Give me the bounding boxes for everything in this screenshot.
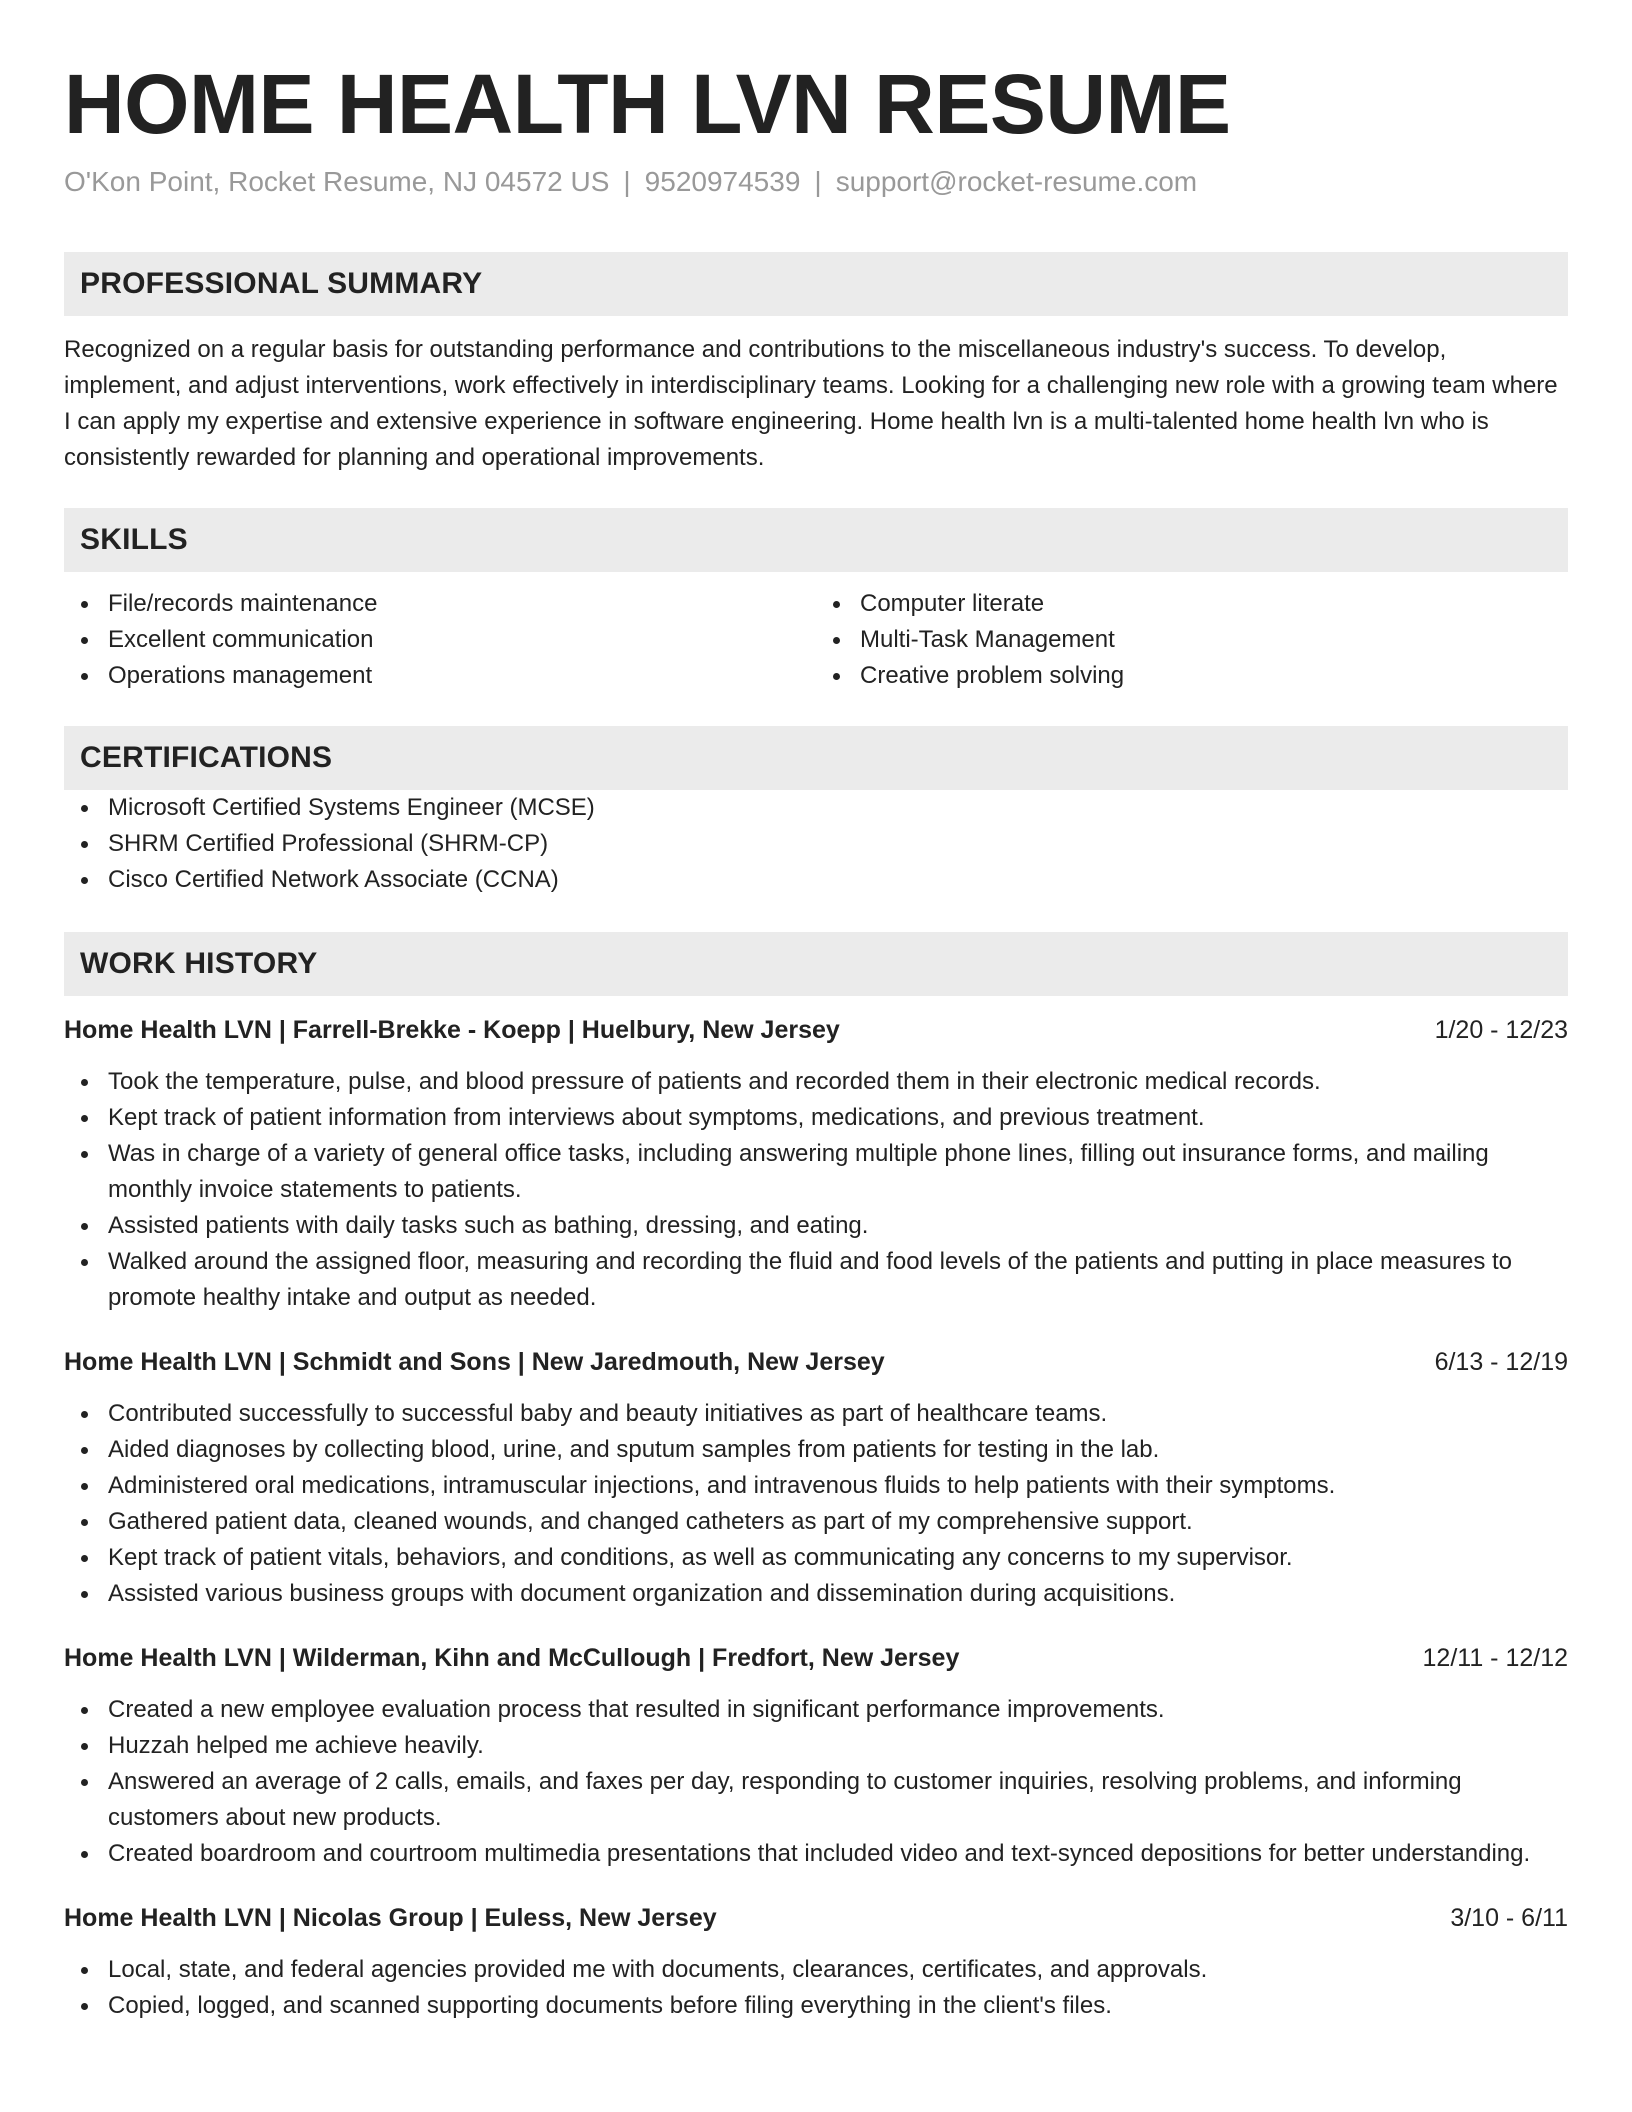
resume-title: HOME HEALTH LVN RESUME bbox=[64, 57, 1231, 151]
section-header-work-history bbox=[64, 932, 1568, 996]
job-header bbox=[64, 1900, 1568, 1936]
job-bullet: Assisted patients with daily tasks such as bathing, dressing, and eating. bbox=[64, 1208, 1568, 1244]
job-header bbox=[64, 1344, 1568, 1380]
section-header-skills bbox=[64, 508, 1568, 572]
job-dates: 3/10 - 6/11 bbox=[1450, 1904, 1568, 1932]
section-header-certifications bbox=[64, 726, 1568, 790]
certifications-list bbox=[64, 790, 1568, 898]
job-dates: 1/20 - 12/23 bbox=[1434, 1016, 1568, 1044]
section-title-skills: SKILLS bbox=[80, 523, 188, 556]
job-bullet: Answered an average of 2 calls, emails, and faxes per day, responding to customer inquiries, resolving problems, and informing customers about new products. bbox=[64, 1764, 1568, 1836]
job-bullets bbox=[64, 1064, 1568, 1316]
job-bullet: Copied, logged, and scanned supporting documents before filing everything in the client's files. bbox=[64, 1988, 1568, 2024]
skill-item: File/records maintenance bbox=[64, 586, 816, 622]
job-title: Home Health LVN | Farrell-Brekke - Koepp | Huelbury, New Jersey bbox=[64, 1016, 840, 1044]
job-dates: 6/13 - 12/19 bbox=[1434, 1348, 1568, 1376]
skill-item: Operations management bbox=[64, 658, 816, 694]
contact-separator: | bbox=[814, 166, 822, 197]
job-bullet: Assisted various business groups with document organization and dissemination during acquisitions. bbox=[64, 1576, 1568, 1612]
skills-grid bbox=[64, 586, 1568, 694]
job-title: Home Health LVN | Schmidt and Sons | New Jaredmouth, New Jersey bbox=[64, 1348, 885, 1376]
job-bullet: Was in charge of a variety of general office tasks, including answering multiple phone lines, filling out insurance forms, and mailing monthly invoice statements to patients. bbox=[64, 1136, 1568, 1208]
skill-item: Creative problem solving bbox=[816, 658, 1568, 694]
contact-email[interactable]: support@rocket-resume.com bbox=[835, 166, 1198, 197]
job-bullets bbox=[64, 1952, 1568, 2024]
contact-phone: 9520974539 bbox=[644, 166, 801, 197]
job-entry bbox=[64, 1012, 1568, 1316]
job-bullets bbox=[64, 1692, 1568, 1872]
job-title: Home Health LVN | Wilderman, Kihn and McCullough | Fredfort, New Jersey bbox=[64, 1644, 960, 1672]
contact-address: O'Kon Point, Rocket Resume, NJ 04572 US bbox=[64, 166, 610, 197]
job-header bbox=[64, 1012, 1568, 1048]
job-entry bbox=[64, 1640, 1568, 1872]
skills-list-right bbox=[816, 586, 1568, 694]
summary-text: Recognized on a regular basis for outstanding performance and contributions to the miscellaneous industry's success. To develop, implement, and adjust interventions, work effectively in interdisciplinary teams. Looking for a challenging new role with a growing team where I can apply my expertise and extensive experience in software engineering. Home health lvn is a multi-talented home health lvn who is consistently rewarded for planning and operational improvements. bbox=[64, 336, 1558, 471]
job-bullet: Kept track of patient vitals, behaviors, and conditions, as well as communicating any concerns to my supervisor. bbox=[64, 1540, 1568, 1576]
job-bullet: Created boardroom and courtroom multimedia presentations that included video and text-synced depositions for better understanding. bbox=[64, 1836, 1568, 1872]
skill-item: Multi-Task Management bbox=[816, 622, 1568, 658]
job-bullet: Walked around the assigned floor, measuring and recording the fluid and food levels of the patients and putting in place measures to promote healthy intake and output as needed. bbox=[64, 1244, 1568, 1316]
section-title-summary: PROFESSIONAL SUMMARY bbox=[80, 267, 483, 300]
job-bullets bbox=[64, 1396, 1568, 1612]
contact-line bbox=[64, 164, 1568, 200]
job-header bbox=[64, 1640, 1568, 1676]
contact-separator: | bbox=[623, 166, 631, 197]
job-bullet: Local, state, and federal agencies provided me with documents, clearances, certificates, and approvals. bbox=[64, 1952, 1568, 1988]
job-bullet: Kept track of patient information from interviews about symptoms, medications, and previous treatment. bbox=[64, 1100, 1568, 1136]
skills-list-left bbox=[64, 586, 816, 694]
section-header-summary bbox=[64, 252, 1568, 316]
job-bullet: Administered oral medications, intramuscular injections, and intravenous fluids to help patients with their symptoms. bbox=[64, 1468, 1568, 1504]
job-bullet: Took the temperature, pulse, and blood pressure of patients and recorded them in their electronic medical records. bbox=[64, 1064, 1568, 1100]
job-bullet: Huzzah helped me achieve heavily. bbox=[64, 1728, 1568, 1764]
job-entry bbox=[64, 1344, 1568, 1612]
job-title: Home Health LVN | Nicolas Group | Euless, New Jersey bbox=[64, 1904, 717, 1932]
job-dates: 12/11 - 12/12 bbox=[1422, 1644, 1568, 1672]
skill-item: Excellent communication bbox=[64, 622, 816, 658]
certification-item: Microsoft Certified Systems Engineer (MCSE) bbox=[64, 790, 1568, 826]
section-title-certifications: CERTIFICATIONS bbox=[80, 741, 333, 774]
job-bullet: Created a new employee evaluation process that resulted in significant performance improvements. bbox=[64, 1692, 1568, 1728]
skills-column-right bbox=[816, 586, 1568, 694]
job-bullet: Contributed successfully to successful baby and beauty initiatives as part of healthcare teams. bbox=[64, 1396, 1568, 1432]
job-bullet: Gathered patient data, cleaned wounds, and changed catheters as part of my comprehensive support. bbox=[64, 1504, 1568, 1540]
certification-item: SHRM Certified Professional (SHRM-CP) bbox=[64, 826, 1568, 862]
job-entry bbox=[64, 1900, 1568, 2024]
skills-column-left bbox=[64, 586, 816, 694]
certification-item: Cisco Certified Network Associate (CCNA) bbox=[64, 862, 1568, 898]
skill-item: Computer literate bbox=[816, 586, 1568, 622]
job-bullet: Aided diagnoses by collecting blood, urine, and sputum samples from patients for testing in the lab. bbox=[64, 1432, 1568, 1468]
section-title-work-history: WORK HISTORY bbox=[80, 947, 318, 980]
